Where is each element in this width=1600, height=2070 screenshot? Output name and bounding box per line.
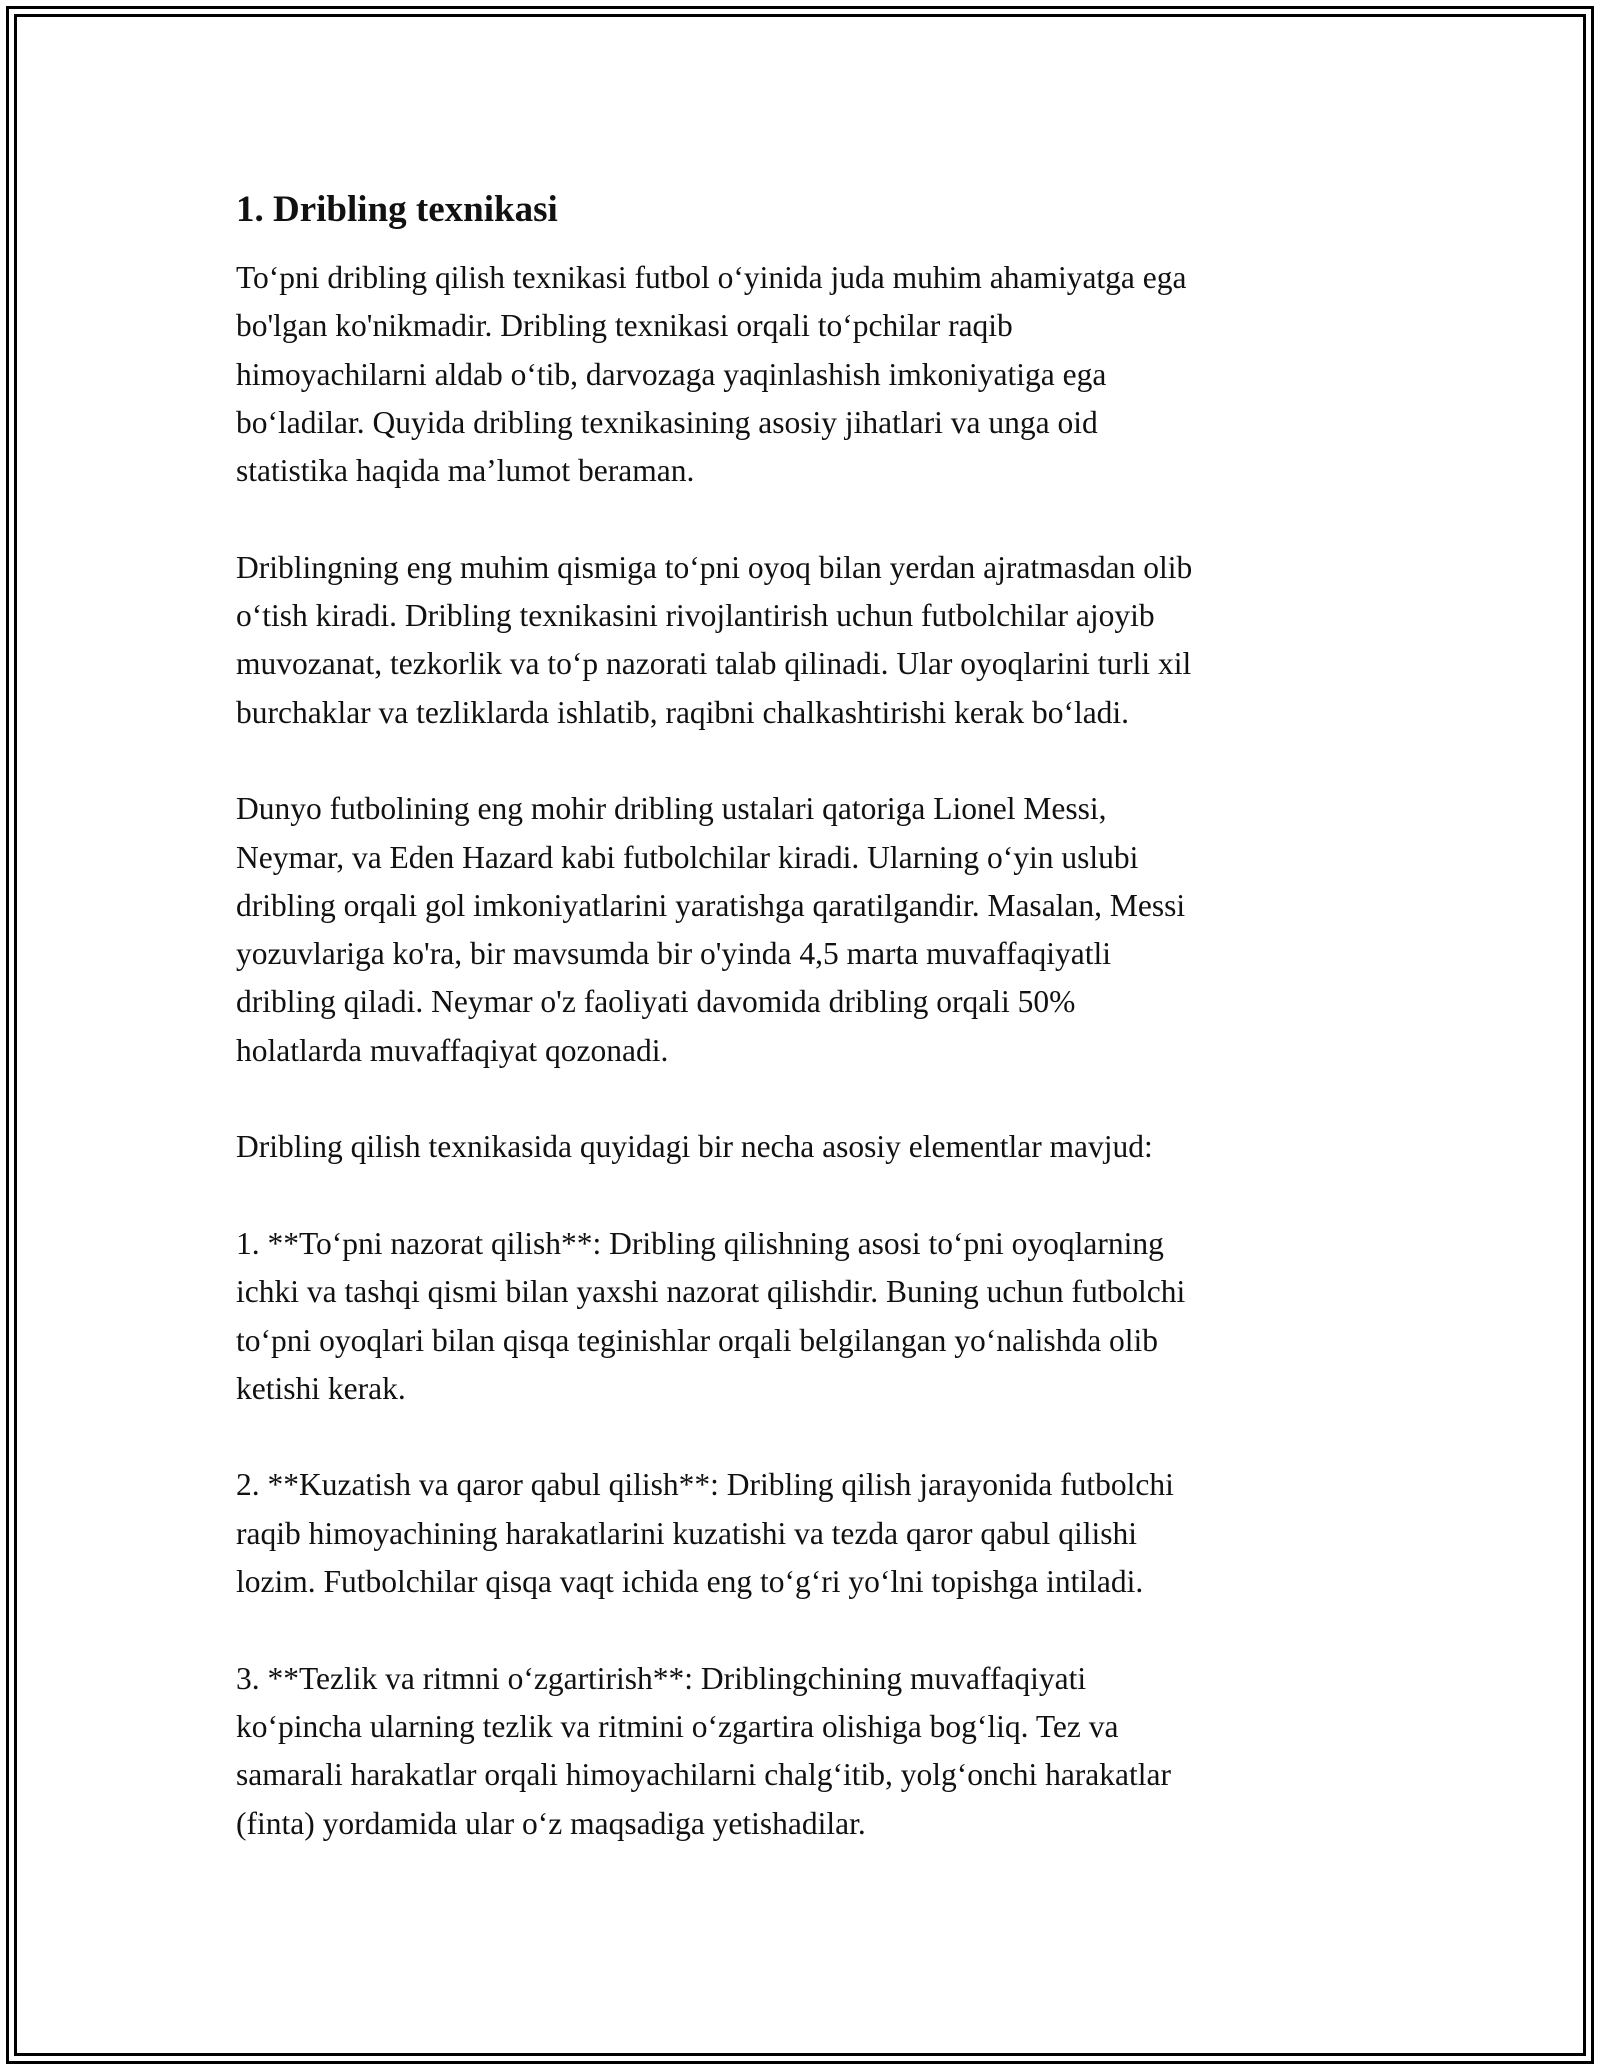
paragraph-elements-intro: Dribling qilish texnikasida quyidagi bir necha asosiy elementlar mavjud: bbox=[236, 1129, 1153, 1165]
paragraph-famous-dribblers: Dunyo futbolining eng mohir dribling ustalari qatoriga Lionel Messi, Neymar, va Eden Hazard kabi futbolchilar kiradi. Ularning o‘yin uslubi dribling orqali gol imkoniyatlarini yaratishga qaratilgandir. Masalan, Messi yozuvlariga ko'ra, bir mavsumda bir o'yinda 4,5 marta muvaffaqiyatli dribling qiladi. Neymar o'z faoliyati davomida dribling orqali 50% holatlarda muvaffaqiyat qozonadi. bbox=[236, 791, 1186, 1068]
list-item-ball-control: 1. **To‘pni nazorat qilish**: Dribling qilishning asosi to‘pni oyoqlarning ichki va tashqi qismi bilan yaxshi nazorat qilishdir. Buning uchun futbolchi to‘pni oyoqlari bilan qisqa teginishlar orqali belgilangan yo‘nalishda olib ketishi kerak. bbox=[236, 1225, 1186, 1406]
paragraph-intro: To‘pni dribling qilish texnikasi futbol o‘yinida juda muhim ahamiyatga ega bo'lgan ko'nikmadir. Dribling texnikasi orqali to‘pchilar raqib himoyachilarni aldab o‘tib, darvozaga yaqinlashish imkoniyatiga ega bo‘ladilar. Quyida dribling texnikasining asosiy jihatlari va unga oid statistika haqida ma’lumot beraman. bbox=[236, 260, 1187, 489]
paragraph-core-technique: Driblingning eng muhim qismiga to‘pni oyoq bilan yerdan ajratmasdan olib o‘tish kiradi. Dribling texnikasini rivojlantirish uchun futbolchilar ajoyib muvozanat, tezkorlik va to‘p nazorati talab qilinadi. Ular oyoqlarini turli xil burchaklar va tezliklarda ishlatib, raqibni chalkashtirishi kerak bo‘ladi. bbox=[236, 549, 1193, 730]
document-body bbox=[236, 186, 1366, 1896]
list-item-observation: 2. **Kuzatish va qaror qabul qilish**: Dribling qilish jarayonida futbolchi raqib himoyachining harakatlarini kuzatishi va tezda qaror qabul qilishi lozim. Futbolchilar qisqa vaqt ichida eng to‘g‘ri yo‘lni topishga intiladi. bbox=[236, 1467, 1174, 1600]
list-item-speed-rhythm: 3. **Tezlik va ritmni o‘zgartirish**: Driblingchining muvaffaqiyati ko‘pincha ularning tezlik va ritmini o‘zgartira olishiga bog‘liq. Tez va samarali harakatlar orqali himoyachilarni chalg‘itib, yolg‘onchi harakatlar (finta) yordamida ular o‘z maqsadiga yetishadilar. bbox=[236, 1660, 1171, 1841]
section-heading: 1. Dribling texnikasi bbox=[236, 189, 558, 230]
